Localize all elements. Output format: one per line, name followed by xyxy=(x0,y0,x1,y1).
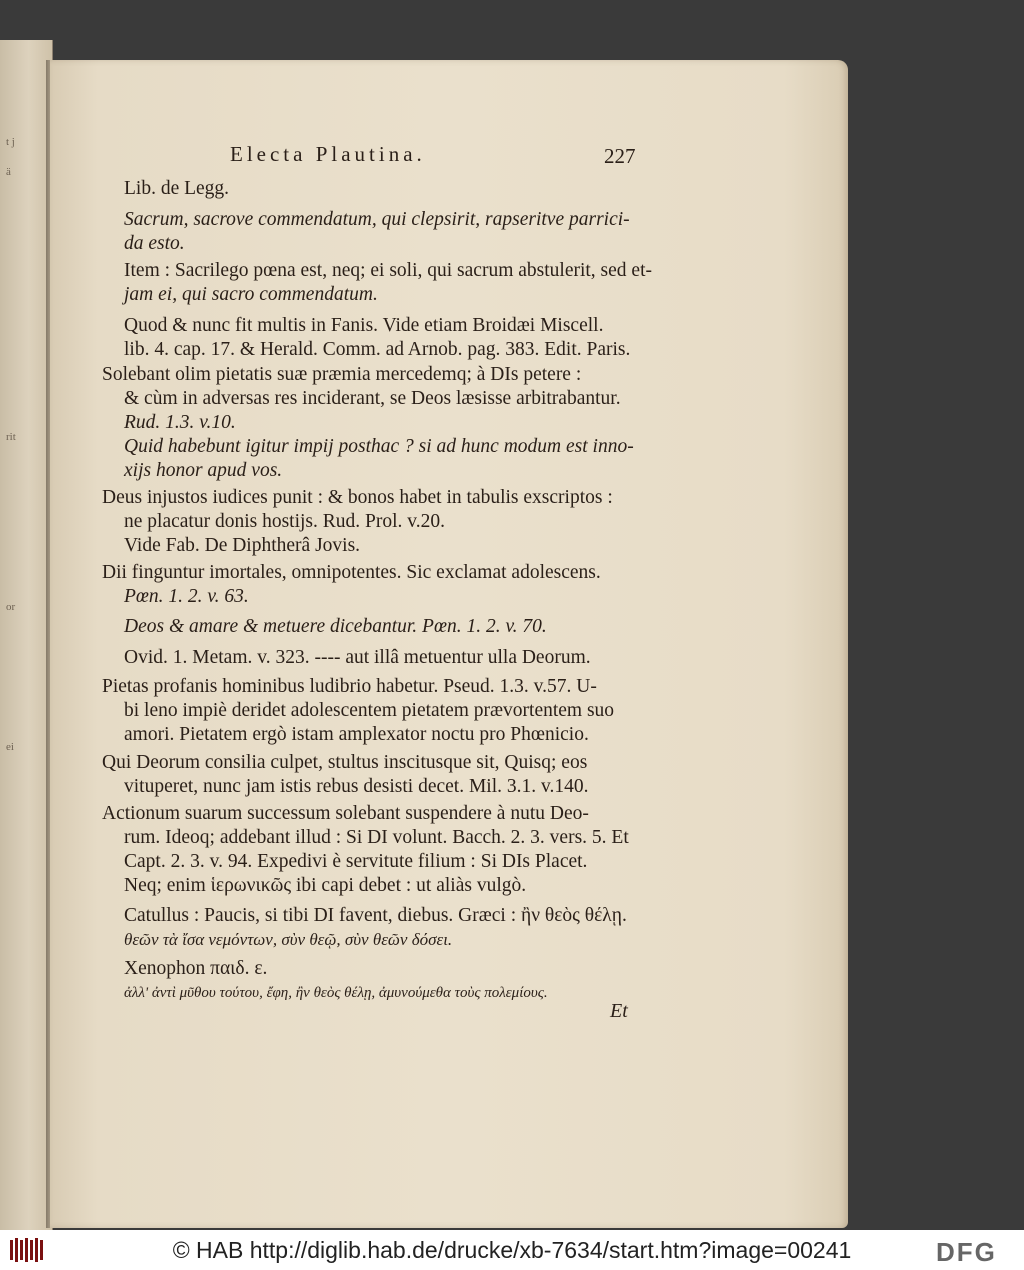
text-line: Pietas profanis hominibus ludibrio habetur. Pseud. 1.3. v.57. U- xyxy=(102,676,597,697)
text-line: rum. Ideoq; addebant illud : Si DI volunt. Bacch. 2. 3. vers. 5. Et xyxy=(124,827,629,848)
svg-text:DFG: DFG xyxy=(936,1239,997,1263)
catchword: Et xyxy=(610,1000,628,1022)
margin-fragment: rit xyxy=(6,431,16,443)
text-line: ne placatur donis hostijs. Rud. Prol. v.20. xyxy=(124,511,446,532)
text-line: Catullus : Paucis, si tibi DI favent, diebus. Græci : ἢν θεὸς θέλῃ. xyxy=(124,905,627,926)
margin-fragment: t j xyxy=(6,136,15,148)
text-line: Rud. 1.3. v.10. xyxy=(124,412,236,433)
text-line: bi leno impiè deridet adolescentem pietatem prævortentem suo xyxy=(124,700,615,721)
footer-bar xyxy=(0,1230,1024,1270)
text-line: xijs honor apud vos. xyxy=(124,460,283,481)
text-line: θεῶν τὰ ἴσα νεμόντων, σὺν θεῷ, σὺν θεῶν δόσει. xyxy=(124,930,453,949)
text-line: Capt. 2. 3. v. 94. Expedivi è servitute filium : Si DIs Placet. xyxy=(124,851,588,872)
text-line: Xenophon παιδ. ε. xyxy=(124,958,268,979)
text-line: Sacrum, sacrove commendatum, qui clepsirit, rapseritve parrici- xyxy=(124,209,630,230)
margin-fragment: ei xyxy=(6,741,14,753)
text-line: Quid habebunt igitur impij posthac ? si ad hunc modum est inno- xyxy=(124,436,634,457)
dfg-logo-icon xyxy=(934,1239,1020,1263)
text-line: Deos & amare & metuere dicebantur. Pœn. 1. 2. v. 70. xyxy=(124,616,547,637)
text-line: ἀλλ' ἀντὶ μῦθου τούτου, ἔφη, ἢν θεὸς θέλῃ, ἀμυνούμεθα τοὺς πολεμίους. xyxy=(124,985,548,1001)
text-line: vituperet, nunc jam istis rebus desisti decet. Mil. 3.1. v.140. xyxy=(124,776,589,797)
text-line: Quod & nunc fit multis in Fanis. Vide etiam Broidæi Miscell. xyxy=(124,315,604,336)
copyright-url-text: © HAB http://diglib.hab.de/drucke/xb-7634/start.htm?image=00241 xyxy=(172,1237,852,1263)
text-line: Dii finguntur imortales, omnipotentes. Sic exclamat adolescens. xyxy=(102,562,601,583)
text-line: jam ei, qui sacro commendatum. xyxy=(124,284,378,305)
text-line: Deus injustos iudices punit : & bonos habet in tabulis exscriptos : xyxy=(102,487,613,508)
text-line: Pœn. 1. 2. v. 63. xyxy=(124,586,249,607)
text-line: & cùm in adversas res inciderant, se Deos læsisse arbitrabantur. xyxy=(124,388,621,409)
running-head: Electa Plautina. xyxy=(230,142,426,166)
page-number: 227 xyxy=(604,144,636,168)
text-line: Actionum suarum successum solebant suspendere à nutu Deo- xyxy=(102,803,589,824)
text-line: da esto. xyxy=(124,233,185,254)
text-line: Lib. de Legg. xyxy=(124,178,230,199)
text-line: Neq; enim ἱερωνικῶς ibi capi debet : ut aliàs vulgò. xyxy=(124,875,527,896)
margin-fragment: ä xyxy=(6,166,11,178)
margin-fragment: or xyxy=(6,601,16,613)
text-line: Ovid. 1. Metam. v. 323. ---- aut illâ metuentur ulla Deorum. xyxy=(124,647,591,668)
text-line: lib. 4. cap. 17. & Herald. Comm. ad Arnob. pag. 383. Edit. Paris. xyxy=(124,339,631,360)
text-line: Item : Sacrilego pœna est, neq; ei soli, qui sacrum abstulerit, sed et- xyxy=(124,260,652,281)
text-line: Solebant olim pietatis suæ præmia mercedemq; à DIs petere : xyxy=(102,364,582,385)
text-line: Qui Deorum consilia culpet, stultus inscitusque sit, Quisq; eos xyxy=(102,752,588,773)
text-line: Vide Fab. De Diphtherâ Jovis. xyxy=(124,535,361,556)
text-line: amori. Pietatem ergò istam amplexator noctu pro Phœnicio. xyxy=(124,724,589,745)
